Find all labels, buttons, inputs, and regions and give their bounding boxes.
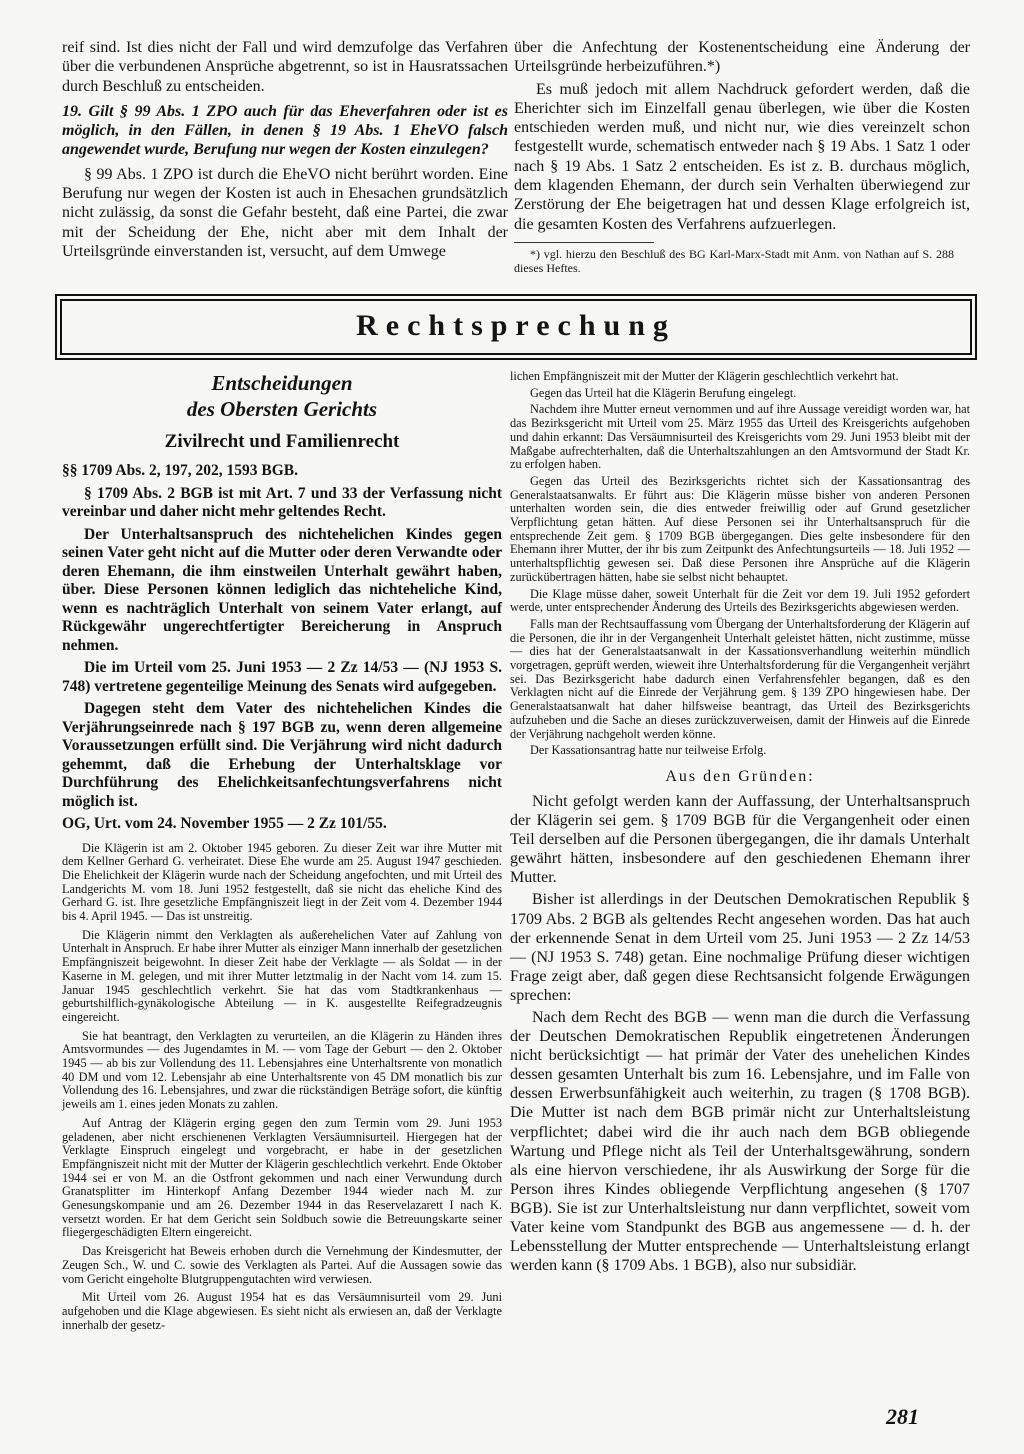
- page-number: 281: [886, 1404, 919, 1429]
- paragraph: Gegen das Urteil des Bezirksgerichts richtet sich der Kassationsantrag des Generalstaatsanwalts. Er führt aus: Die Klägerin müsse bisher von anderen Personen unterhalten worden sein, die dies entweder freiwillig oder auf Grund gesetzlicher Verpflichtung getan hätten. Auf diese Personen sei ihr Unterhaltsanspruch für die entsprechende Zeit gem. § 1709 BGB übergegangen. Dies gelte insbesondere für den Ehemann ihrer Mutter, der ihr bis zum Zeitpunkt des Anfechtungsurteils — 18. Juli 1952 — unterhaltspflichtig gewesen sei. Daß diese Personen ihre Ansprüche auf die Klägerin zurückübertragen hätten, habe sie selbst nicht behauptet.: [510, 473, 970, 584]
- paragraph: Gegen das Urteil hat die Klägerin Berufung eingelegt.: [530, 385, 797, 400]
- paragraph: über die Anfechtung der Kostenentscheidung eine Änderung der Urteilsgründe herbeizuführen.*): [514, 39, 970, 76]
- paragraph: Sie hat beantragt, den Verklagten zu verurteilen, an die Klägerin zu Händen ihres Amtsvormundes — des Jugendamtes in M. — vom Tage der Geburt — den 2. Oktober 1945 — ab bis zur Vollendung des 11. Lebensjahres eine Unterhaltsrente von monatlich 40 DM und vom 12. Lebensjahr ab eine Unterhaltsrente von 45 DM monatlich bis zur Vollendung des 16. Lebensjahres, und zwar die rückständigen Beträge sofort, die künftig jeweils am 1. eines jeden Monats zu zahlen.: [62, 1028, 502, 1112]
- headnote: § 1709 Abs. 2 BGB ist mit Art. 7 und 33 der Verfassung nicht vereinbar und daher nicht mehr geltendes Recht.: [62, 484, 502, 520]
- court-citation: OG, Urt. vom 24. November 1955 — 2 Zz 101/55.: [62, 815, 387, 832]
- lower-right-column: [510, 370, 970, 1278]
- paragraph: Falls man der Rechtsauffassung vom Übergang der Unterhaltsforderung der Klägerin auf die Personen, die ihr in der Vergangenheit Unterhalt geleistet hätten, nicht zustimme, müsse — dies hat der Generalstaatsanwalt in der Kassationsverhandlung weiterhin mündlich vorgetragen, geprüft werden, wieweit ihre Unterhaltsforderung für die Vergangenheit verjährt sei. Das Bezirksgericht habe dadurch einen Verfahrensfehler begangen, daß es den Verklagten nicht auf die Einrede der Verjährung gem. § 139 ZPO hingewiesen habe. Der Generalstaatsanwalt hat daher hilfsweise beantragt, das Urteil des Bezirksgerichts aufzuheben und die Sache an dieses zurückzuverweisen, damit der Hinweis auf die Einrede der Verjährung nachgeholt werden könne.: [510, 616, 970, 741]
- top-right-column: [514, 38, 970, 275]
- paragraph: Die Klägerin ist am 2. Oktober 1945 geboren. Zu dieser Zeit war ihre Mutter mit dem Kellner Gerhard G. verheiratet. Diese Ehe wurde am 25. August 1947 geschieden. Die Ehelichkeit der Klägerin wurde nach der Scheidung angefochten, und mit Urteil des Landgerichts M. vom 18. Juni 1952 festgestellt, daß sie nicht das eheliche Kind des Gerhard G. ist. Ihre gesetzliche Empfängniszeit liegt in der Zeit vom 4. Dezember 1944 bis 4. April 1945. — Das ist unstreitig.: [62, 840, 502, 924]
- paragraph: Das Kreisgericht hat Beweis erhoben durch die Vernehmung der Kindesmutter, der Zeugen Sch., W. und C. sowie des Verklagten als Partei. Auf die Aussagen sowie das vom Gericht eingeholte Blutgruppengutachten wird verwiesen.: [62, 1244, 502, 1286]
- lower-left-column: [62, 370, 502, 1337]
- section-banner: [60, 299, 972, 355]
- paragraph: Nachdem ihre Mutter erneut vernommen und auf ihre Aussage vereidigt worden war, hat das Bezirksgericht mit Urteil vom 25. März 1955 das Urteil des Kreisgerichts aufgehoben und dahin erkannt: Das Versäumnisurteil des Kreisgerichts vom 29. Juni 1953 bleibt mit der Maßgabe aufrechterhalten, daß die Unterhaltszahlungen an den Amtsvormund der Stadt Kr. zu erfolgen haben.: [510, 402, 970, 472]
- headnote: Der Unterhaltsanspruch des nichtehelichen Kindes gegen seinen Vater geht nicht auf die Mutter oder deren Verwandte oder deren Ehemann, die ihm einstweilen Unterhalt gewährt haben, über. Diese Personen können lediglich das nichteheliche Kind, wenn es nachträglich Unterhalt von seinem Vater erlangt, auf Rückgewähr ungerechtfertigter Bereicherung in Anspruch nehmen.: [62, 525, 502, 654]
- paragraph: Auf Antrag der Klägerin erging gegen den zum Termin vom 29. Juni 1953 geladenen, aber nicht erschienenen Verklagten Versäumnisurteil. Hiergegen hat der Verklagte Einspruch eingelegt und vorgebracht, er habe in der gesetzlichen Empfängniszeit nicht mit der Mutter der Klägerin geschlechtlich verkehrt. Ende Oktober 1944 sei er von M. an die Ostfront gekommen und nach einer Verwundung durch Granatsplitter im Hinterkopf Anfang Dezember 1944 wieder nach M. zur Genesungskompanie und am 26. Dezember 1944 in das Reservelazarett I nach K. versetzt worden. Er hat dem Gericht sein Soldbuch sowie die Betreuungskarte seiner fliegergeschädigten Eltern eingereicht.: [62, 1115, 502, 1240]
- headnote: Die im Urteil vom 25. Juni 1953 — 2 Zz 14/53 — (NJ 1953 S. 748) vertretene gegenteilige Meinung des Senats wird aufgegeben.: [62, 659, 502, 695]
- paragraph: Die Klägerin nimmt den Verklagten als außerehelichen Vater auf Zahlung von Unterhalt in Anspruch. Er habe ihrer Mutter als einziger Mann innerhalb der gesetzlichen Empfängniszeit beigewohnt. In dieser Zeit habe der Verklagte — als Soldat — in der Kaserne in M. gelegen, und mit ihrer Mutter letztmalig in der Nacht vom 14. zum 15. Januar 1945 geschlechtlich verkehrt. Sie hat das vom Stadtkrankenhaus — geburtshilflich-gynäkologische Abteilung — in K. ausgestellte Reifegradzeugnis eingereicht.: [62, 927, 502, 1024]
- paragraph: Mit Urteil vom 26. August 1954 hat es das Versäumnisurteil vom 29. Juni aufgehoben und die Klage abgewiesen. Es sieht nicht als erwiesen an, daß der Verklagte innerhalb der gesetz-: [62, 1290, 502, 1332]
- section-heading: Zivilrecht und Familienrecht: [164, 431, 400, 452]
- heading-title: Entscheidungen: [211, 371, 353, 395]
- footnote: *) vgl. hierzu den Beschluß des BG Karl-Marx-Stadt mit Anm. von Nathan auf S. 288 dieses Heftes.: [514, 246, 954, 275]
- question-heading: 19. Gilt § 99 Abs. 1 ZPO auch für das Eheverfahren oder ist es möglich, in den Fällen, in denen § 19 Abs. 1 EheVO falsch angewendet wurde, Berufung nur wegen der Kosten einzulegen?: [62, 102, 508, 159]
- paragraph: Bisher ist allerdings in der Deutschen Demokratischen Republik § 1709 Abs. 2 BGB als geltendes Recht angesehen worden. Das hat auch der erkennende Senat in dem Urteil vom 25. Juni 1953 — 2 Zz 14/53 — (NJ 1953 S. 748) getan. Eine nochmalige Prüfung dieser wichtigen Frage zeigt aber, daß gegen diese Rechtsansicht folgende Erwägungen sprechen:: [510, 891, 970, 1004]
- banner-title: Rechtsprechung: [356, 309, 676, 342]
- paragraph: Es muß jedoch mit allem Nachdruck gefordert werden, daß die Eherichter sich im Einzelfall genau überlegen, wie über die Kosten entschieden werden muß, und nicht nur, wie dies vereinzelt schon festgestellt wurde, schematisch entweder nach § 19 Abs. 1 Satz 1 oder nach § 19 Abs. 1 Satz 2 entscheiden. Es ist z. B. durchaus möglich, dem klagenden Ehemann, der durch sein Verhalten überwiegend zur Zerstörung der Ehe beigetragen hat und dessen Klage erfolgreich ist, die gesamten Kosten des Verfahrens aufzuerlegen.: [514, 80, 970, 233]
- paragraph: § 99 Abs. 1 ZPO ist durch die EheVO nicht berührt worden. Eine Berufung nur wegen der Kosten ist auch in Ehesachen grundsätzlich nicht zulässig, da sonst die Gefahr besteht, daß eine Partei, die zwar mit der Scheidung der Ehe, nicht aber mit dem Inhalt der Urteilsgründe einverstanden ist, versucht, auf dem Umwege: [62, 165, 508, 260]
- paragraph: Die Klage müsse daher, soweit Unterhalt für die Zeit vor dem 19. Juli 1952 gefordert werde, unter entsprechender Änderung des Urteils des Bezirksgerichts abgewiesen werden.: [510, 586, 970, 615]
- paragraph: lichen Empfängniszeit mit der Mutter der Klägerin geschlechtlich verkehrt hat.: [510, 369, 899, 383]
- law-reference: §§ 1709 Abs. 2, 197, 202, 1593 BGB.: [62, 462, 298, 479]
- headnote: Dagegen steht dem Vater des nichtehelichen Kindes die Verjährungseinrede nach § 197 BGB zu, wenn deren allgemeine Voraussetzungen erfüllt sind. Die Verjährung wird nicht dadurch gehemmt, daß die Erhebung der Unterhaltsklage vor Durchführung des Ehelichkeitsanfechtungsverfahrens nicht möglich ist.: [62, 700, 502, 810]
- reasons-heading: Aus den Gründen:: [665, 767, 815, 785]
- paragraph: Nicht gefolgt werden kann der Auffassung, der Unterhaltsanspruch der Klägerin sei gem. § 1709 BGB für die Vergangenheit oder einen Teil derselben auf die Personen übergegangen, die ihr damals Unterhalt gewährt hätten, insbesondere auf den geschiedenen Ehemann ihrer Mutter.: [510, 792, 970, 887]
- paragraph: Nach dem Recht des BGB — wenn man die durch die Verfassung der Deutschen Demokratischen Republik eingetretenen Änderungen nicht berücksichtigt — hat primär der Vater des unehelichen Kindes dessen gesamten Unterhalt bis zum 16. Lebensjahre, und im Falle von dessen Erwerbsunfähigkeit auch weiterhin, zu tragen (§ 1708 BGB). Die Mutter ist nach dem BGB primär nicht zur Unterhaltsleistung verpflichtet; dabei wird die ihr auch nach dem BGB obliegende Wartung und Pflege nicht als Teil der Unterhaltsgewährung, sondern als eine hiervon verschiedene, ihr als Auswirkung der Sorge für die Person ihres Kindes obliegende Verpflichtung angesehen (§ 1707 BGB). Sie ist zur Unterhaltsleistung nur dann verpflichtet, soweit vom Vater keine vom Standpunkt des BGB aus angemessene — d. h. der Lebensstellung der Mutter entsprechende — Unterhaltsleistung erlangt werden kann (§ 1709 Abs. 1 BGB), also nur subsidiär.: [510, 1009, 970, 1275]
- top-left-column: [62, 38, 508, 264]
- paragraph: Der Kassationsantrag hatte nur teilweise Erfolg.: [530, 743, 767, 758]
- heading-subtitle: des Obersten Gerichts: [186, 397, 378, 421]
- paragraph: reif sind. Ist dies nicht der Fall und wird demzufolge das Verfahren über die verbundenen Ansprüche abgetrennt, so ist in Hausratssachen durch Beschluß zu entscheiden.: [62, 39, 508, 95]
